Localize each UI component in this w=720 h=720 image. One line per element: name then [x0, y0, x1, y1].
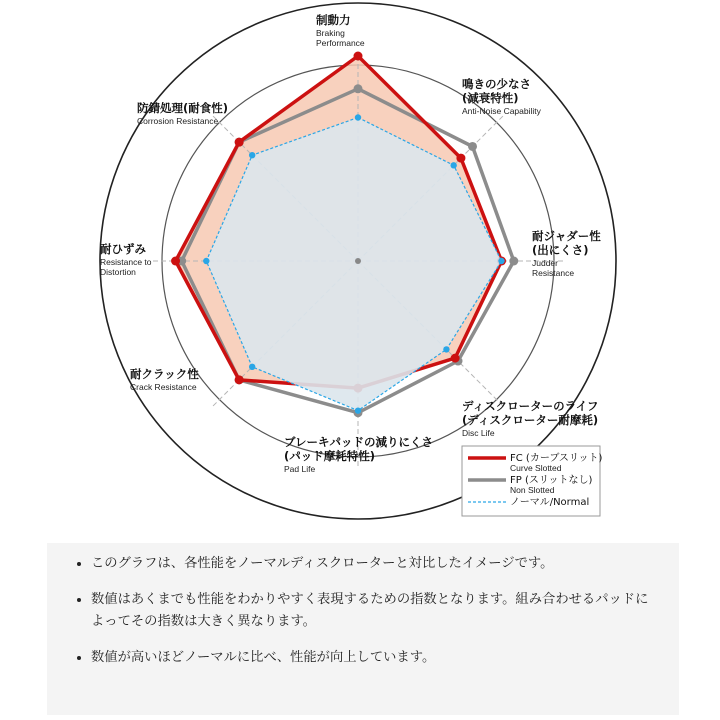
note-item: • 数値はあくまでも性能をわかりやすく表現するための指数となります。組み合わせるパッドによってその指数は大きく異なります。 — [91, 589, 661, 633]
legend-sublabel: Curve Slotted — [510, 463, 562, 473]
data-point — [249, 152, 255, 158]
notes-box — [47, 543, 679, 715]
axis-label — [137, 101, 228, 126]
notes-list — [81, 553, 661, 669]
note-item: • このグラフは、各性能をノーマルディスクローターと対比したイメージです。 — [91, 553, 661, 575]
data-point — [249, 364, 255, 370]
note-item: • 数値が高いほどノーマルに比べ、性能が向上しています。 — [91, 647, 661, 669]
legend-sublabel: Non Slotted — [510, 485, 555, 495]
data-point — [171, 257, 180, 266]
axis-label-en: Disc Life — [462, 428, 495, 438]
axis-label-jp: (ディスクローター耐摩耗) — [462, 413, 599, 427]
legend-label: FC (カーブスリット) — [510, 453, 603, 464]
axis-label-en: Judder — [532, 258, 558, 268]
data-point — [498, 258, 504, 264]
data-point — [509, 257, 518, 266]
axis-label-en: Anti-Noise Capability — [462, 106, 541, 116]
axis-label-jp: 耐ジャダー性 — [532, 229, 601, 243]
axis-label-jp: ブレーキパッドの減りにくさ — [284, 435, 434, 449]
axis-label-jp: (パッド摩耗特性) — [284, 449, 376, 463]
axis-label — [462, 399, 598, 438]
legend-label: ノーマル/Normal — [510, 497, 590, 508]
axis-label — [316, 13, 365, 48]
axis-label-jp: 鳴きの少なさ — [462, 77, 531, 91]
axis-label-en: Pad Life — [284, 464, 316, 474]
data-point — [355, 114, 361, 120]
data-point — [450, 162, 456, 168]
axis-label-jp: ディスクローターのライフ — [462, 399, 599, 413]
axis-label-jp: 防錆処理(耐食性) — [137, 101, 229, 115]
center-dot — [355, 258, 361, 264]
axis-label — [100, 242, 152, 277]
axis-label-en: Crack Resistance — [130, 382, 197, 392]
data-point — [235, 375, 244, 384]
axis-label-en: Resistance — [532, 268, 575, 278]
axis-label-jp: 耐クラック性 — [130, 367, 199, 381]
legend-label: FP (スリットなし) — [510, 475, 593, 486]
legend — [462, 446, 603, 516]
data-point — [235, 138, 244, 147]
axis-label-jp: 耐ひずみ — [100, 242, 146, 256]
data-point — [203, 258, 209, 264]
axis-label-en: Performance — [316, 38, 365, 48]
data-point — [451, 354, 460, 363]
axis-label — [532, 229, 601, 278]
axis-label-jp: (減衰特性) — [462, 91, 519, 105]
axis-label — [462, 77, 542, 116]
axis-label-en: Resistance to — [100, 257, 152, 267]
data-point — [354, 84, 363, 93]
axis-label-jp: 制動力 — [316, 13, 351, 27]
axis-label — [284, 435, 433, 474]
data-point — [456, 154, 465, 163]
axis-label-en: Distortion — [100, 267, 136, 277]
data-point — [354, 52, 363, 61]
data-point — [443, 346, 449, 352]
axis-label-en: Braking — [316, 28, 345, 38]
data-point — [468, 142, 477, 151]
data-point — [355, 407, 361, 413]
axis-label-en: Corrosion Resistance — [137, 116, 219, 126]
axis-label — [130, 367, 199, 392]
axis-label-jp: (出にくさ) — [532, 243, 589, 257]
